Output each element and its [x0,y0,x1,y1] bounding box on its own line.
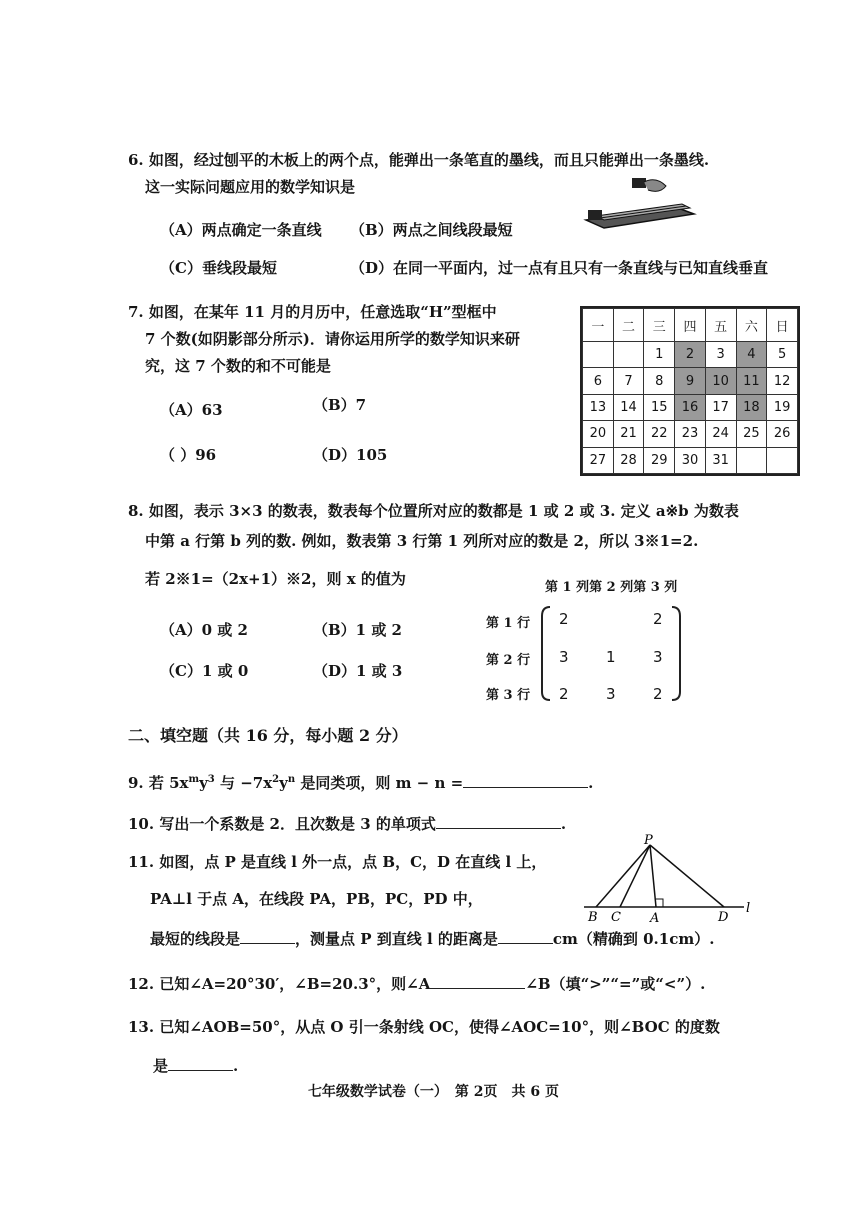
calendar-header-cell: 六 [736,309,767,342]
calendar-day-cell: 21 [613,421,644,447]
calendar-day-cell: 11 [736,368,767,394]
segment-pd [650,845,724,907]
calendar-day-cell: 4 [736,342,767,368]
calendar-week-row [583,342,798,368]
calendar-day-cell: 6 [583,368,614,394]
q9-end: . [588,774,594,792]
q8-matrix-cell: 2 [653,685,663,703]
calendar-day-cell: 13 [583,394,614,420]
q8-matrix-cell: 2 [559,685,569,703]
q6-option-d: （D）在同一平面内，过一点有且只有一条直线与已知直线垂直 [350,259,769,277]
q9-sup: n [287,774,296,785]
calendar-day-cell: 12 [767,368,798,394]
calendar-day-cell: 23 [675,421,706,447]
calendar-day-cell: 20 [583,421,614,447]
calendar-day-cell: 5 [767,342,798,368]
q9-text: 是同类项，则 m − n = [295,774,464,792]
q6-stem-line1: 6. 如图，经过刨平的木板上的两个点，能弹出一条笔直的墨线，而且只能弹出一条墨线. [128,151,710,169]
q13-text: 是 [153,1057,169,1075]
q8-option-c: （C）1 或 0 [160,662,249,680]
q9-sup: m [188,774,200,785]
calendar-day-cell: 28 [613,447,644,473]
q8-option-b: （B）1 或 2 [313,621,402,639]
q10-end: . [560,815,567,833]
q13-stem-line1: 13. 已知∠AOB=50°，从点 O 引一条射线 OC，使得∠AOC=10°，则∠BOC 的度数 [128,1018,720,1036]
calendar-day-cell: 15 [644,394,675,420]
calendar-day-cell: 16 [675,394,706,420]
q11-text: cm（精确到 0.1cm）. [552,930,715,948]
label-a: A [650,911,660,925]
calendar-header-cell: 三 [644,309,675,342]
page-footer: 七年级数学试卷（一） 第 2页 共 6 页 [307,1084,560,1100]
q6-option-a: （A）两点确定一条直线 [160,221,322,239]
calendar-header-row [583,309,798,342]
calendar-day-cell: 24 [705,421,736,447]
segment-pb [596,845,650,907]
calendar-week-row [583,394,798,420]
label-d: D [718,910,729,925]
calendar-day-cell [613,342,644,368]
q9-text: y [279,774,288,792]
label-c: C [611,910,621,925]
label-l: l [746,901,751,916]
calendar-week-row [583,368,798,394]
q8-matrix-cell: 3 [606,685,616,703]
calendar-header-cell: 日 [767,309,798,342]
q7-stem-line2: 7 个数(如阴影部分所示)．请你运用所学的数学知识来研 [145,330,520,348]
q9-text: 与 −7x [214,774,273,792]
q11-text: ，测量点 P 到直线 l 的距离是 [295,930,498,948]
calendar-day-cell: 30 [675,447,706,473]
calendar-day-cell: 27 [583,447,614,473]
q8-row-label: 第 3 行 [486,688,531,703]
q8-option-d: （D）1 或 3 [313,662,403,680]
label-p: P [644,833,653,848]
calendar-header-cell: 一 [583,309,614,342]
q8-matrix-cell: 2 [559,610,569,628]
calendar-header-cell: 二 [613,309,644,342]
q9-sup: 3 [207,774,215,785]
calendar-week-row [583,421,798,447]
q10-stem [128,812,566,834]
calendar-day-cell: 8 [644,368,675,394]
q8-matrix-cell: 3 [653,648,663,666]
q9-stem [128,770,593,793]
q11-text: 最短的线段是 [150,930,241,948]
q9-text: y [199,774,208,792]
q7-stem-line3: 究，这 7 个数的和不可能是 [145,357,331,375]
q10-answer-blank[interactable] [436,812,561,829]
q12-answer-blank[interactable] [430,972,525,989]
q8-matrix-cell: 3 [559,648,569,666]
calendar-day-cell: 7 [613,368,644,394]
calendar-day-cell: 1 [644,342,675,368]
calendar-header-cell: 四 [675,309,706,342]
calendar-day-cell: 14 [613,394,644,420]
q12-text: ∠B（填“>”“=”或“<”）. [525,975,706,993]
q9-answer-blank[interactable] [463,771,588,788]
calendar-day-cell [583,342,614,368]
q8-stem-line2: 中第 a 行第 b 列的数. 例如，数表第 3 行第 1 列所对应的数是 2，所以 3※1=2. [145,532,699,550]
calendar-header-cell: 五 [705,309,736,342]
q6-option-b: （B）两点之间线段最短 [350,221,513,239]
calendar-table [580,306,800,476]
q6-option-c: （C）垂线段最短 [160,259,277,277]
calendar-day-cell: 17 [705,394,736,420]
calendar-day-cell: 31 [705,447,736,473]
q11-answer-blank-1[interactable] [240,927,295,944]
q13-stem-line2 [153,1054,238,1076]
q8-matrix-column-header: 第 1 列第 2 列第 3 列 [545,580,678,595]
q13-end: . [233,1057,239,1075]
q8-matrix-cell: 1 [606,648,616,666]
calendar-day-cell: 19 [767,394,798,420]
q12-stem [128,972,705,994]
q6-stem-line2: 这一实际问题应用的数学知识是 [145,178,356,196]
calendar-day-cell: 3 [705,342,736,368]
calendar-day-cell: 10 [705,368,736,394]
segment-pc [620,845,650,907]
calendar-day-cell: 22 [644,421,675,447]
q7-option-a: （A）63 [160,401,223,419]
q10-text: 10. 写出一个系数是 2．且次数是 3 的单项式 [128,815,436,833]
q8-option-a: （A）0 或 2 [160,621,248,639]
calendar-day-cell: 26 [767,421,798,447]
calendar-day-cell: 29 [644,447,675,473]
q8-stem-line3: 若 2※1=（2x+1）※2，则 x 的值为 [145,570,406,588]
calendar-day-cell [736,447,767,473]
q8-matrix-cell: 2 [653,610,663,628]
q7-option-d: （D）105 [313,446,388,464]
q11-geometry-figure [584,833,754,925]
calendar-day-cell: 25 [736,421,767,447]
q7-stem-line1: 7. 如图，在某年 11 月的月历中，任意选取“H”型框中 [128,303,497,321]
segment-pa [650,845,656,907]
calendar-day-cell: 9 [675,368,706,394]
q7-option-b: （B）7 [313,396,367,414]
q9-text: 9. 若 5x [128,774,189,792]
q9-sup: 2 [272,774,280,785]
q8-row-label: 第 1 行 [486,616,531,631]
right-angle-mark [656,899,663,907]
q11-stem-line1: 11. 如图，点 P 是直线 l 外一点，点 B，C，D 在直线 l 上， [128,853,547,871]
calendar-day-cell [767,447,798,473]
q8-stem-line1: 8. 如图，表示 3×3 的数表，数表每个位置所对应的数都是 1 或 2 或 3. 定义 a※b 为数表 [128,502,739,520]
label-b: B [588,910,598,925]
q6-wooden-board-figure [582,176,702,232]
q11-answer-blank-2[interactable] [498,927,553,944]
calendar-day-cell: 2 [675,342,706,368]
calendar-week-row [583,447,798,473]
q11-stem-line3 [150,927,714,949]
q13-answer-blank[interactable] [168,1054,233,1071]
section-2-title: 二、填空题（共 16 分，每小题 2 分） [128,726,408,745]
calendar-day-cell: 18 [736,394,767,420]
q12-text: 12. 已知∠A=20°30′，∠B=20.3°，则∠A [128,975,431,993]
q11-stem-line2: PA⊥l 于点 A，在线段 PA，PB，PC，PD 中， [150,890,483,908]
q7-option-c: （ ）96 [160,446,217,464]
q8-row-label: 第 2 行 [486,653,531,668]
